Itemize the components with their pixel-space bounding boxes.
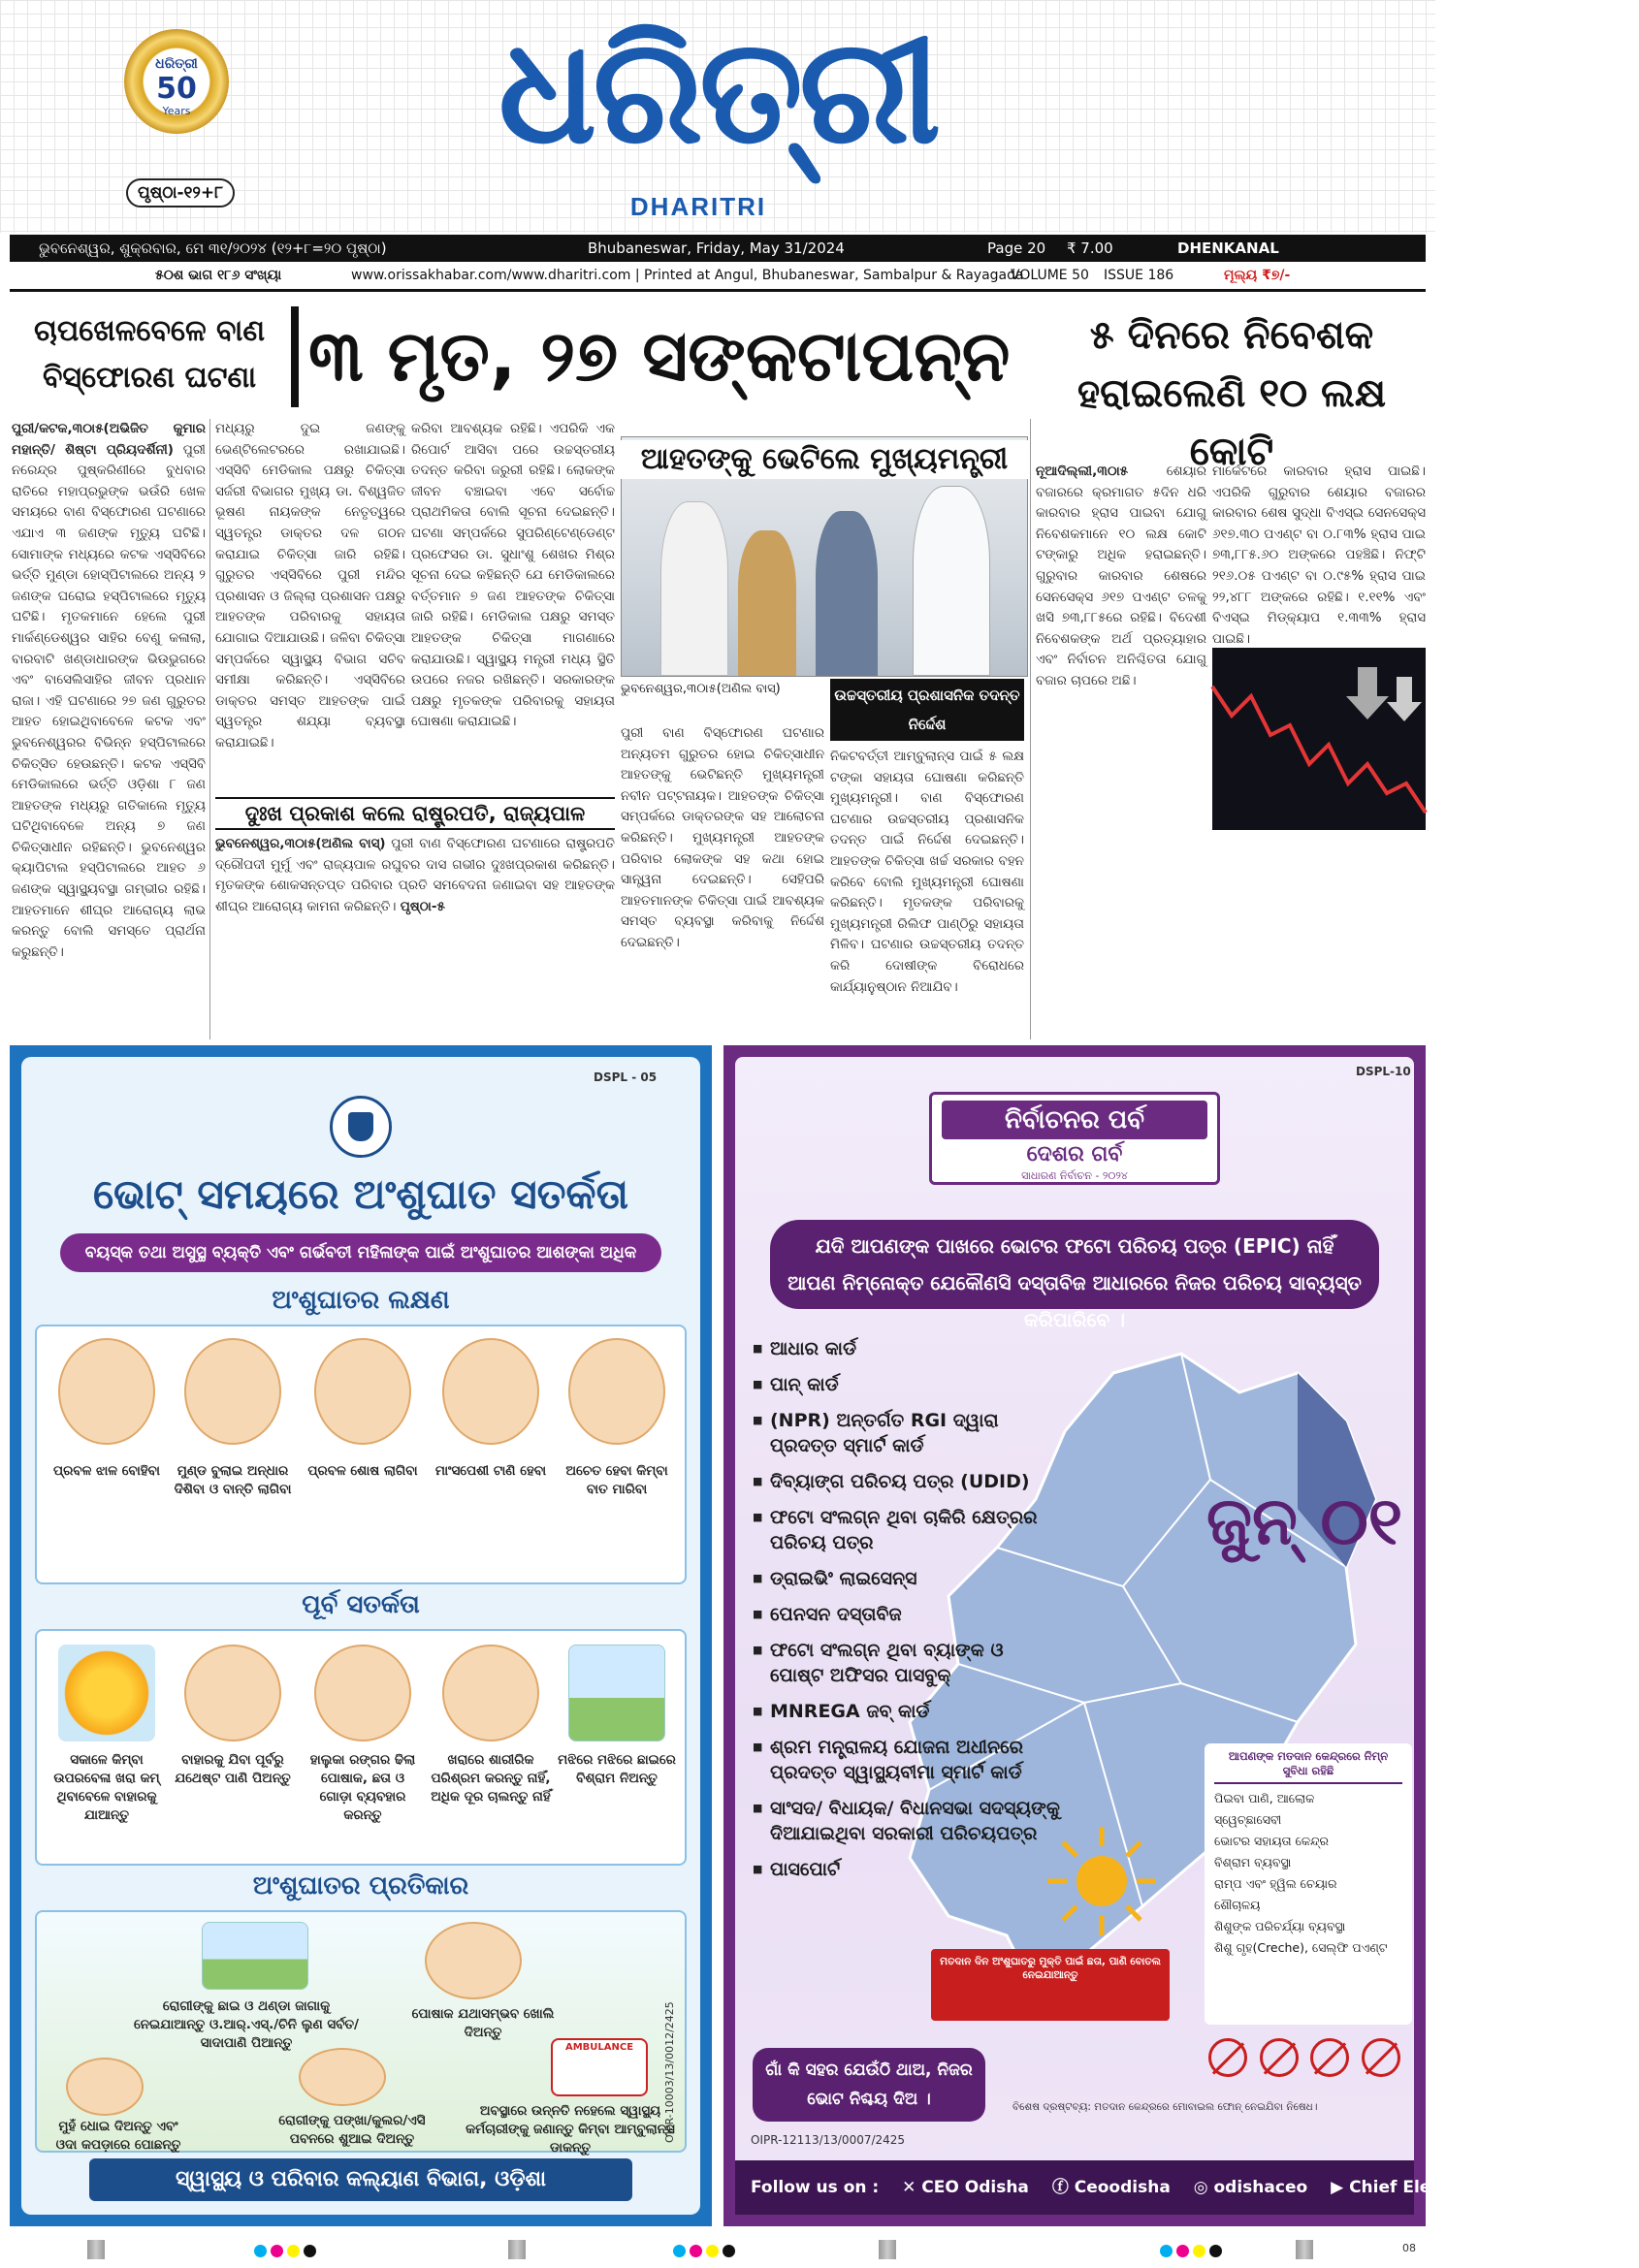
yellow-dot [706, 2245, 719, 2257]
person-figure [738, 530, 796, 676]
falling-graph [1212, 648, 1426, 830]
epic-notice [770, 1220, 1379, 1331]
symptoms-title: ଅଂଶୁଘାତର ଲକ୍ଷଣ [272, 1286, 450, 1315]
x-handle-text: CEO Odisha [921, 2178, 1029, 2197]
symptom-label: ପ୍ରବଳ ଝାଳ ବୋହିବା [53, 1463, 160, 1479]
shade-tree-icon [202, 1922, 308, 1990]
registration-bar [508, 2240, 526, 2259]
id-documents-list [753, 1336, 1063, 1893]
oipr-code: OIPR-12113/13/0007/2425 [751, 2133, 906, 2147]
ad-code: DSPL-10 [1356, 1065, 1411, 1078]
id-document-item: ■ MNREGA ଜବ୍ କାର୍ଡ [753, 1699, 1063, 1724]
heatstroke-title: ଭୋଟ୍ ସମୟରେ ଅଂଶୁଘାତ ସତର୍କତା [93, 1170, 628, 1218]
symptom-label: ମୁଣ୍ଡ ବୁଲାଇ ଅନ୍ଧାର ଦିଶିବା ଓ ବାନ୍ତି ଲାଗିବା [174, 1463, 292, 1497]
muscle-cramp-icon [442, 1338, 539, 1445]
election-festival-title: ନିର୍ବାଚନର ପର୍ବ [942, 1101, 1207, 1139]
color-registration-marks [673, 2242, 735, 2259]
doctor-figure [913, 486, 990, 676]
booth-facilities-box [1205, 1743, 1412, 2025]
newspaper-title-english: DHARITRI [629, 192, 767, 221]
color-registration-marks [1160, 2242, 1222, 2259]
id-document-item: ■ ସାଂସଦ/ ବିଧାୟକ/ ବିଧାନସଭା ସଦସ୍ୟଙ୍କୁ ଦିଆଯାଇଥିବା ସରକାରୀ ପରିଚୟପତ୍ର [753, 1796, 1063, 1846]
column-rule [1030, 419, 1031, 1039]
down-arrow-icon [1346, 667, 1389, 719]
magenta-dot [271, 2245, 283, 2257]
remedy-title: ଅଂଶୁଘାତର ପ୍ରତିକାର [252, 1871, 469, 1901]
story-column-4: ପୁରୀ ବାଣ ବିସ୍ଫୋରଣ ଘଟଣାର ଅନ୍ୟତମ ଗୁରୁତର ହୋଇ ଚିକିତ୍ସାଧୀନ ଆହତଙ୍କୁ ଭେଟିଛନ୍ତି ମୁଖ୍ୟମନ୍ତ୍ରୀ ନବୀନ ପଟ୍ଟନାୟକ। ଆହତଙ୍କ ଚିକିତ୍ସା ସମ୍ପର୍କରେ ଡାକ୍ତରଙ୍କ ସହ ଆଲୋଚନା କରିଛନ୍ତି। ମୁଖ୍ୟମନ୍ତ୍ରୀ ଆହତଙ୍କ ପରିବାର ଲୋକଙ୍କ ସହ କଥା ହୋଇ ସାନ୍ତ୍ୱନା ଦେଇଛନ୍ତି। ସେହିପରି ଆହତମାନଙ୍କ ଚିକିତ୍ସା ପାଇଁ ଆବଶ୍ୟକ ସମସ୍ତ ବ୍ୟବସ୍ଥା କରିବାକୁ ନିର୍ଦ୍ଦେଶ ଦେଇଛନ୍ତି। [621, 725, 824, 950]
general-election-label: ସାଧାରଣ ନିର୍ବାଚନ - ୨୦୨୪ [1021, 1169, 1128, 1182]
id-document-item: ■ ଆଧାର କାର୍ଡ [753, 1336, 1063, 1361]
id-document-item: ■ (NPR) ଅନ୍ତର୍ଗତ RGI ଦ୍ୱାରା ପ୍ରଦତ୍ତ ସ୍ମାର୍ଟ କାର୍ଡ [753, 1408, 1063, 1458]
precaution-label: ମଝିରେ ମଝିରେ ଛାଇରେ ବିଶ୍ରାମ ନିଅନ୍ତୁ [558, 1752, 676, 1786]
story-text: ପୁରୀ ନରେନ୍ଦ୍ର ପୁଷ୍କରିଣୀରେ ବୁଧବାର ରାତିରେ ମହାପ୍ରଭୁଙ୍କ ଭଉଁରି ଖେଳ ସମୟରେ ବାଣ ବିସ୍ଫୋରଣ ଘଟଣାରେ ଏଯାଏ ୩ ଜଣଙ୍କ ମୃତ୍ୟୁ ଘଟିଛି। ସୋମାଙ୍କ ମଧ୍ୟରେ କଟକ ଏସ୍‌ସିବିରେ ଭର୍ତ୍ତି ମୁଣ୍ଡା ହୋସ୍ପିଟାଲରେ ଅନ୍ୟ ୨ ଜଣଙ୍କ ଘରୋଇ ହସ୍ପିଟାଲରେ ମୃତ୍ୟୁ ଘଟିଛି। ମୃତକମାନେ ହେଲେ ପୁରୀ ମାର୍କଣ୍ଡେଶ୍ୱର ସାହିର ବେଣୁ କଳାଲା, ବାରବାଟି ଖଣ୍ଡାଧାରଙ୍କ ଭିଉଭୁଗରେ ଏବଂ ବାସେଲିସାହିର ଜୀବନ ପ୍ରଧାନ ରାଜା। ଏହି ଘଟଣାରେ ୨୭ ଜଣ ଗୁରୁତର ଆହତ ହୋଇଥିବାବେଳେ କଟକ ଏବଂ ଭୁବନେଶ୍ୱରର ବିଭିନ୍ନ ହସ୍ପିଟାଲରେ ଚିକିତ୍ସିତ ହେଉଛନ୍ତି। କଟକ ଏସ୍‌ସିବି ମେଡିକାଲରେ ଭର୍ତ୍ତି ଓଡ଼ିଶା ୮ ଜଣ ଆହତଙ୍କ ମଧ୍ୟରୁ ଗତିକାଲେ ମୃତ୍ୟୁ ଘଟିଥିବାବେଳେ ଅନ୍ୟ ୭ ଜଣ ଚିକିତ୍ସାଧୀନ ରହିଛନ୍ତି। ଭୁବନେଶ୍ୱର କ୍ୟାପିଟାଲ ହସ୍ପିଟାଲରେ ଆହତ ୬ ଜଣଙ୍କ ସ୍ୱାସ୍ଥ୍ୟବସ୍ଥା ଗମ୍ଭୀର ରହିଛି। ଆହତମାନେ ଶୀଘ୍ର ଆରୋଗ୍ୟ ଲାଭ କରନ୍ତୁ ବୋଲି ସମସ୍ତେ ପ୍ରାର୍ଥନା କରୁଛନ୍ତି। [12, 441, 206, 960]
remedy-panel [35, 1910, 687, 2156]
condolence-story [215, 834, 615, 1039]
health-dept-footer: ସ୍ୱାସ୍ଥ୍ୟ ଓ ପରିବାର କଲ୍ୟାଣ ବିଭାଗ, ଓଡ଼ିଶା [89, 2158, 632, 2201]
odisha-seal-icon [330, 1096, 392, 1158]
oipr-code: OIPR-10003/13/0012/2425 [663, 2001, 676, 2143]
precautions-panel [35, 1629, 687, 1866]
yellow-dot [287, 2245, 300, 2257]
id-document-item: ■ ଫଟୋ ସଂଲଗ୍ନ ଥିବା ଚାକିରି କ୍ଷେତ୍ରର ପରିଚୟ ପତ୍ର [753, 1505, 1063, 1555]
election-ad-panel [735, 1057, 1623, 2215]
photo-headline: ଆହତଙ୍କୁ ଭେଟିଲେ ମୁଖ୍ୟମନ୍ତ୍ରୀ [621, 440, 1028, 479]
facility-item: ଶୌଚାଳୟ [1214, 1898, 1261, 1912]
odia-date: ଭୁବନେଶ୍ୱର, ଶୁକ୍ରବାର, ମେ ୩୧/୨୦୨୪ (୧୨+୮=୨୦ ପୃଷ୍ଠା) [39, 240, 387, 257]
x-handle[interactable]: ✕ CEO Odisha [902, 2178, 1029, 2197]
person-figure [660, 501, 728, 676]
poll-date: ଜୁନ୍ ୦୧ [1206, 1484, 1403, 1560]
social-follow-bar [735, 2160, 1623, 2215]
heatstroke-ad-panel [21, 1057, 700, 2215]
probe-order-box: ଉଚ୍ଚସ୍ତରୀୟ ପ୍ରଶାସନିକ ତଦନ୍ତ ନିର୍ଦ୍ଦେଶ [830, 679, 1024, 741]
market-chart-image [1212, 648, 1426, 830]
color-registration-marks [254, 2242, 316, 2259]
dizziness-icon [184, 1338, 281, 1445]
sweating-icon [58, 1338, 155, 1445]
youtube-handle[interactable]: ▶ Chief Electoral Officer Odisha [1331, 2178, 1623, 2197]
edition: DHENKANAL [1177, 240, 1279, 257]
photo-caption: ଭୁବନେଶ୍ୱର,୩୦ା୫(ଅଣିଲ ବାସ୍) [621, 682, 781, 696]
drinking-water-icon [184, 1645, 281, 1741]
black-dot [1209, 2245, 1222, 2257]
column-rule [209, 419, 210, 1039]
yellow-dot [1193, 2245, 1205, 2257]
shade-rest-icon [568, 1645, 665, 1741]
kicker-headline: ଚାପଖେଳବେଳେ ବାଣ ବିସ୍ଫୋରଣ ଘଟଣା [33, 314, 266, 395]
loosen-clothes-icon [425, 1922, 522, 1999]
price: ₹ 7.00 [1067, 240, 1113, 257]
remedy-label: ରୋଗୀଙ୍କୁ ପଙ୍ଖା/କୁଲର/ଏସି ପବନରେ ଶୁଆଇ ଦିଅନ୍ତୁ [278, 2113, 426, 2147]
precautions-title: ପୂର୍ବ ସତର୍କତା [302, 1590, 420, 1619]
continued-page: ପୃଷ୍ଠା-୫ [400, 898, 445, 914]
ambulance-icon: AMBULANCE [551, 2038, 648, 2096]
id-document-item: ■ ପେନସନ ଦସ୍ତାବିଜ [753, 1602, 1063, 1627]
facebook-handle-text: Ceoodisha [1074, 2178, 1171, 2197]
facility-item: ପିଇବା ପାଣି, ଆଲୋକ [1214, 1791, 1315, 1805]
wash-face-icon [66, 2058, 144, 2116]
remedy-label: ଅବସ୍ଥାରେ ଉନ୍ନତି ନହେଲେ ସ୍ୱାସ୍ଥ୍ୟ କର୍ମଚାରୀଙ୍କୁ ଜଣାନ୍ତୁ କିମ୍ବା ଆମ୍ବୁଲାନ୍ସ ଡାକନ୍ତୁ [466, 2103, 675, 2156]
dateline-bar [10, 235, 1426, 262]
newspaper-title: ଧରିତ୍ରୀ [498, 8, 938, 176]
cyan-dot [254, 2245, 267, 2257]
volume-odia: ୫୦ଶ ଭାଗ ୧୮୬ ସଂଖ୍ୟା [155, 268, 282, 283]
nation-pride-title: ଦେଶର ଗର୍ବ [1026, 1142, 1123, 1166]
symptoms-panel [35, 1325, 687, 1584]
cap-icon [442, 1645, 539, 1741]
id-document-item: ■ ପାନ୍ କାର୍ଡ [753, 1372, 1063, 1397]
sun-icon [1044, 1823, 1160, 1939]
condolence-text: ପୁରୀ ବାଣ ବିସ୍ଫୋରଣ ଘଟଣାରେ ରାଷ୍ଟ୍ରପତି ଦ୍ରୌପଦୀ ମୁର୍ମୁ ଏବଂ ରାଜ୍ୟପାଳ ରଘୁବର ଦାସ ଗଭୀର ଦୁଃଖପ୍ରକାଶ କରିଛନ୍ତି। ମୃତକଙ୍କ ଶୋକସନ୍ତପ୍ତ ପରିବାର ପ୍ରତି ସମବେଦନା ଜଣାଇବା ସହ ଆହତଙ୍କ ଶୀଘ୍ର ଆରୋଗ୍ୟ କାମନା କରିଛନ୍ତି। [215, 836, 615, 914]
down-arrow-icon [1387, 677, 1422, 721]
websites: www.orissakhabar.com/www.dharitri.com | Printed at Angul, Bhubaneswar, Sambalpur & Rayagada [351, 268, 1024, 283]
precaution-label: ହାଲୁକା ରଙ୍ଗର ଢିଲା ପୋଷାକ, ଛତା ଓ ଗୋଡ଼ା ବ୍ୟବହାର କରନ୍ତୁ [309, 1752, 416, 1823]
precaution-label: ଖରାରେ ଶାରୀରିକ ପରିଶ୍ରମ କରନ୍ତୁ ନାହିଁ, ଅଧିକ ଦୂର ଚାଲନ୍ତୁ ନାହିଁ [431, 1752, 551, 1805]
cyan-dot [673, 2245, 686, 2257]
no-mobile-icon [1208, 2038, 1247, 2077]
pages-badge: ପୃଷ୍ଠା-୧୨+୮ [126, 178, 235, 208]
no-camera-icon [1260, 2038, 1299, 2077]
id-document-item: ■ ପାସପୋର୍ଟ [753, 1857, 1063, 1882]
umbrella-icon [314, 1645, 411, 1741]
anniversary-logo [124, 29, 229, 134]
sun-icon [58, 1645, 155, 1741]
price-odia: ମୂଲ୍ୟ ₹୭/- [1224, 268, 1291, 283]
instagram-handle-text: odishaceo [1213, 2178, 1308, 2197]
condolence-headline: ଦୁଃଖ ପ୍ରକାଶ କଲେ ରାଷ୍ଟ୍ରପତି, ରାଜ୍ୟପାଳ [215, 797, 615, 830]
magenta-dot [1176, 2245, 1189, 2257]
story-column-2: ମଧ୍ୟରୁ ଦୁଇ ଜଣଙ୍କୁ ଭେଣ୍ଟିଲେଟରରେ ରଖାଯାଇଛି। ଏସ୍‌ସିବି ମେଡିକାଲ ପକ୍ଷରୁ ଚିକିତ୍ସା ସର୍ଜରୀ ବିଭାଗର ମୁଖ୍ୟ ଡା. ବିଶ୍ୱଜିତ ଭୂଷଣ ନାୟକଙ୍କ ନେତୃତ୍ୱରେ ସ୍ୱତନ୍ତ୍ର ଡାକ୍ତର ଦଳ ଗଠନ କରାଯାଇ ଚିକିତ୍ସା ଜାରି ରହିଛି। ଗୁରୁତର ଏସ୍‌ସିବିରେ ପୁରୀ ମନ୍ଦିର ପ୍ରଶାସନ ଓ ଜିଲ୍ଲା ପ୍ରଶାସନ ପକ୍ଷରୁ ଆହତଙ୍କ ପରିବାରକୁ ସହାୟତା ଯୋଗାଇ ଦିଆଯାଉଛି। ଜଳିବା ଚିକିତ୍ସା ସମ୍ପର୍କରେ ସ୍ୱାସ୍ଥ୍ୟ ବିଭାଗ ସଚିବ ସମୀକ୍ଷା କରିଛନ୍ତି। ଏସ୍‌ସିବିରେ ଡାକ୍ତର ସମସ୍ତ ଆହତଙ୍କ ପାଇଁ ସ୍ୱତନ୍ତ୍ର ଶଯ୍ୟା ବ୍ୟବସ୍ଥା କରାଯାଇଛି। [215, 421, 405, 751]
heatstroke-advertisement [10, 1045, 712, 2226]
youtube-handle-text: Chief Electoral Officer Odisha [1349, 2178, 1623, 2197]
english-date: Bhubaneswar, Friday, May 31/2024 [588, 240, 845, 257]
precaution-label: ବାହାରକୁ ଯିବା ପୂର୍ବରୁ ଯଥେଷ୍ଟ ପାଣି ପିଅନ୍ତୁ [175, 1752, 291, 1786]
story-column-1 [12, 419, 206, 1051]
no-smoking-icon [1310, 2038, 1349, 2077]
facility-item: ରାମ୍ପ ଏବଂ ହ୍ୱିଲ ଚେୟାର [1214, 1876, 1337, 1891]
symptom-label: ମାଂସପେଶୀ ଟାଣି ହେବା [434, 1463, 547, 1479]
black-dot [304, 2245, 316, 2257]
page-number: Page 20 [987, 240, 1046, 257]
condolence-dateline: ଭୁବନେଶ୍ୱର,୩୦ା୫(ଅଣିଲ ବାସ୍) [215, 836, 386, 851]
market-text: ଶେୟାର ବଜାରରେ କ୍ରମାଗତ ୫ଦିନ ଧରି କାରବାର ହ୍ରାସ ପାଇବା ଯୋଗୁ ନିବେଶକମାନେ ୧୦ ଲକ୍ଷ କୋଟି ଟଙ୍କାରୁ ଅଧିକ ହରାଇଛନ୍ତି। ଗୁରୁବାର କାରବାର ଶେଷରେ ସେନସେକ୍ସ ୬୧୭ ପଏଣ୍ଟ ତଳକୁ ଖସି ୭୩,୮୮୫ରେ ରହିଛି। ବିଦେଶୀ ନିବେଶକଙ୍କ ଅର୍ଥ ପ୍ରତ୍ୟାହାର ଏବଂ ନିର୍ବାଚନ ଅନିଶ୍ଚିତତା ଯୋଗୁ ବଜାର ଚାପରେ ଅଛି। [1036, 463, 1206, 688]
market-story-1 [1036, 462, 1206, 1039]
id-document-item: ■ ଶ୍ରମ ମନ୍ତ୍ରାଳୟ ଯୋଜନା ଅଧୀନରେ ପ୍ରଦତ୍ତ ସ୍ୱାସ୍ଥ୍ୟବୀମା ସ୍ମାର୍ଟ କାର୍ଡ [753, 1735, 1063, 1785]
precaution-label: ସକାଳେ କିମ୍ବା ଉପରବେଳା ଖରା କମ୍ ଥିବାବେଳେ ବାହାରକୁ ଯାଆନ୍ତୁ [53, 1752, 160, 1823]
story-dateline: ପୁରୀ/କଟକ,୩୦ା୫(ଅଭିଜିତ କୁମାର ମହାନ୍ତି/ ଶିଷ୍ଟା ପ୍ରିୟଦର୍ଶିନୀ) [12, 421, 206, 458]
heatstroke-risk-banner: ବୟସ୍କ ତଥା ଅସୁସ୍ଥ ବ୍ୟକ୍ତି ଏବଂ ଗର୍ଭବତୀ ମହିଳାଙ୍କ ପାଇଁ ଅଂଶୁଘାତର ଆଶଙ୍କା ଅଧିକ [60, 1233, 661, 1272]
fainting-icon [568, 1338, 665, 1445]
volume: VOLUME 50 [1011, 268, 1089, 283]
story-column-5: ନିକଟବର୍ତ୍ତୀ ଆମ୍ବୁଲାନ୍ସ ପାଇଁ ୫ ଲକ୍ଷ ଟଙ୍କା ସହାୟତା ଘୋଷଣା କରିଛନ୍ତି ମୁଖ୍ୟମନ୍ତ୍ରୀ। ବାଣ ବିସ୍ଫୋରଣ ଘଟଣାର ଉଚ୍ଚସ୍ତରୀୟ ପ୍ରଶାସନିକ ତଦନ୍ତ ପାଇଁ ନିର୍ଦ୍ଦେଶ ଦେଇଛନ୍ତି। ଆହତଙ୍କ ଚିକିତ୍ସା ଖର୍ଚ୍ଚ ସରକାର ବହନ କରିବେ ବୋଲି ମୁଖ୍ୟମନ୍ତ୍ରୀ ଘୋଷଣା କରିଛନ୍ତି। ମୃତକଙ୍କ ପରିବାରକୁ ମୁଖ୍ୟମନ୍ତ୍ରୀ ରିଲିଫ ପାଣ୍ଠିରୁ ସହାୟତା ମିଳିବ। ଘଟଣାର ଉଚ୍ଚସ୍ତରୀୟ ତଦନ୍ତ କରି ଦୋଷୀଙ୍କ ବିରୋଧରେ କାର୍ଯ୍ୟାନୁଷ୍ଠାନ ନିଆଯିବ। [830, 749, 1024, 995]
print-page-code: 08 [1402, 2242, 1416, 2254]
registration-bar [879, 2240, 896, 2259]
id-document-item: ■ ଡ୍ରାଇଭିଂ ଲାଇସେନ୍ସ [753, 1566, 1063, 1591]
epic-line-1: ଯଦି ଆପଣଙ୍କ ପାଖରେ ଭୋଟର ଫଟୋ ପରିଚୟ ପତ୍ର (EPIC) ନାହିଁ [815, 1234, 1334, 1258]
follow-label: Follow us on : [751, 2178, 880, 2197]
market-headline: ୫ ଦିନରେ ନିବେଶକ ହରାଇଲେଣି ୧୦ ଲକ୍ଷ କୋଟି [1077, 313, 1387, 474]
market-dateline: ନୂଆଦିଲ୍ଲୀ,୩୦ା୫ [1036, 463, 1129, 479]
cyan-dot [1160, 2245, 1173, 2257]
registration-bar [87, 2240, 105, 2259]
id-document-item: ■ ଦିବ୍ୟାଙ୍ଗ ପରିଚୟ ପତ୍ର (UDID) [753, 1469, 1063, 1494]
registration-bar [1296, 2240, 1313, 2259]
magenta-dot [690, 2245, 702, 2257]
id-document-item: ■ ଫଟୋ ସଂଲଗ୍ନ ଥିବା ବ୍ୟାଙ୍କ ଓ ପୋଷ୍ଟ ଅଫିସର ପାସବୁକ୍ [753, 1638, 1063, 1688]
masthead [0, 0, 1435, 233]
symptom-label: ଅଚେତ ହେବା କିମ୍ବା ବାତ ମାରିବା [565, 1463, 668, 1497]
market-story-2: ମାର୍କେଟରେ କାରବାର ହ୍ରାସ ପାଇଛି। ଏପରିକି ଗୁରୁବାର ଶେୟାର ବଜାରର କାରବାର ଶେଷ ସୁଦ୍ଧା ବିଏସ୍‌ଇ ସେନସେକ୍ସ ୬୧୭.୩୦ ପଏଣ୍ଟ ବା ୦.୮୩% ହ୍ରାସ ପାଇ ୭୩,୮୮୫.୬୦ ଅଙ୍କରେ ପହଞ୍ଚିଛି। ନିଫ୍ଟି ୨୧୬.୦୫ ପଏଣ୍ଟ ବା ୦.୯୫% ହ୍ରାସ ପାଇ ୨୨,୪୮୮ ଅଙ୍କରେ ରହିଛି। ୧.୧୧% ଏବଂ ବିଏସ୍‌ଇ ମିଡ୍‌କ୍ୟାପ ୧.୩୩% ହ୍ରାସ ପାଇଛି। [1212, 463, 1426, 647]
facility-item: ବିଶ୍ରାମ ବ୍ୟବସ୍ଥା [1214, 1855, 1292, 1869]
issue: ISSUE 186 [1104, 268, 1174, 283]
logo-years: Years [162, 105, 191, 117]
no-weapons-icon [1362, 2038, 1400, 2077]
instagram-handle[interactable]: ◎ odishaceo [1193, 2178, 1308, 2197]
symptom-label: ପ୍ରବଳ ଶୋଷ ଲାଗିବା [307, 1463, 418, 1479]
market-story-3 [1212, 834, 1426, 1039]
logo-brand: ଧରିତ୍ରୀ [155, 56, 198, 72]
facility-item: ଭୋଟର ସହାୟତା କେନ୍ଦ୍ର [1214, 1834, 1329, 1848]
prohibited-items-row [1203, 2038, 1406, 2085]
facebook-handle[interactable]: ⓕ Ceoodisha [1051, 2178, 1171, 2197]
facilities-heading: ଆପଣଙ୍କ ମତଦାନ କେନ୍ଦ୍ରରେ ନିମ୍ନ ସୁବିଧା ରହିଛି [1214, 1749, 1402, 1784]
facility-item: ସ୍ୱେଚ୍ଛାସେବୀ [1214, 1812, 1282, 1827]
election-festival-header [929, 1092, 1220, 1185]
thirst-icon [314, 1338, 411, 1445]
remedy-label: ମୁହଁ ଧୋଇ ଦିଅନ୍ତୁ ଏବଂ ଓଦା କପଡ଼ାରେ ପୋଛନ୍ତୁ [55, 2119, 181, 2153]
masthead-rule [10, 289, 1426, 292]
facility-item: ଶିଶୁଙ୍କ ପରିଚର୍ଯ୍ୟା ବ୍ୟବସ୍ଥା [1214, 1919, 1346, 1933]
special-note: ବିଶେଷ ଦ୍ରଷ୍ଟବ୍ୟ: ମତଦାନ କେନ୍ଦ୍ରରେ ମୋବାଇଲ ଫୋନ୍ ନେଇଯିବା ନିଷେଧ। [1012, 2101, 1318, 2113]
remedy-label: ରୋଗୀଙ୍କୁ ଛାଇ ଓ ଥଣ୍ଡା ଜାଗାକୁ ନେଇଯାଆନ୍ତୁ ଓ.ଆର୍.ଏସ୍./ଚିନି ଲୁଣ ସର୍ବତ/ସାଦାପାଣି ପିଆନ୍ତୁ [133, 1998, 359, 2051]
epic-line-2: ଆପଣ ନିମ୍ନୋକ୍ତ ଯେକୌଣସି ଦସ୍ତାବିଜ ଆଧାରରେ ନିଜର ପରିଚୟ ସାବ୍ୟସ୍ତ କରିପାରିବେ । [787, 1271, 1362, 1331]
headline-divider [291, 306, 299, 407]
black-dot [723, 2245, 735, 2257]
vote-appeal-box: ଗାଁ କି ସହର ଯେଉଁଠି ଥାଅ, ନିଜର ଭୋଟ ନିଶ୍ଚୟ ଦିଅ । [753, 2048, 985, 2122]
fan-icon [299, 2048, 386, 2106]
main-headline: ୩ ମୃତ, ୨୭ ସଙ୍କଟାପନ୍ନ [308, 315, 1011, 397]
ad-code: DSPL - 05 [594, 1070, 658, 1084]
person-figure [816, 511, 878, 676]
remedy-label: ପୋଷାକ ଯଥାସମ୍ଭବ ଖୋଲି ଦିଅନ୍ତୁ [411, 2006, 555, 2040]
story-column-3: କରିବା ଆବଶ୍ୟକ ରହିଛି। ଏପରିକି ଏକ ରିପୋର୍ଟ ଆସିବା ପରେ ଉଚ୍ଚସ୍ତରୀୟ ତଦନ୍ତ କରିବା ଜରୁରୀ ରହିଛି। ଲୋକଙ୍କ ଜୀବନ ବଞ୍ଚାଇବା ଏବେ ସର୍ବୋଚ୍ଚ ପ୍ରାଥମିକତା ବୋଲି ସୂଚନା ଦେଇଛନ୍ତି। ଘଟଣା ସମ୍ପର୍କରେ ସୁପରିଣ୍ଟେଣ୍ଡେଣ୍ଟ ପ୍ରଫେସର ଡା. ସୁଧାଂଶୁ ଶେଖର ମିଶ୍ର ସୂଚନା ଦେଇ କହିଛନ୍ତି ଯେ ମେଡିକାଲରେ ବର୍ତ୍ତମାନ ୭ ଜଣ ଆହତଙ୍କ ଚିକିତ୍ସା ଜାରି ରହିଛି। ମେଡିକାଲ ପକ୍ଷରୁ ସମସ୍ତ ଆହତଙ୍କ ଚିକିତ୍ସା ମାଗଣାରେ କରାଯାଉଛି। ସ୍ୱାସ୍ଥ୍ୟ ମନ୍ତ୍ରୀ ମଧ୍ୟ ସ୍ଥିତି ଉପରେ ନଜର ରଖିଛନ୍ତି। ସରକାରଙ୍କ ପକ୍ଷରୁ ମୃତକଙ୍କ ପରିବାରକୁ ସହାୟତା ଘୋଷଣା କରାଯାଇଛି। [411, 421, 615, 730]
heat-warning-note: ମତଦାନ ଦିନ ଅଂଶୁଘାତରୁ ମୁକ୍ତି ପାଇଁ ଛତା, ପାଣି ବୋତଲ ନେଇଯାଆନ୍ତୁ [931, 1949, 1170, 2021]
logo-number: 50 [156, 72, 197, 106]
facility-item: ଶିଶୁ ଗୃହ(Creche), ସେଲ୍ଫି ପଏଣ୍ଟ [1214, 1940, 1388, 1955]
election-advertisement [723, 1045, 1623, 2226]
sub-dateline [10, 264, 1426, 287]
